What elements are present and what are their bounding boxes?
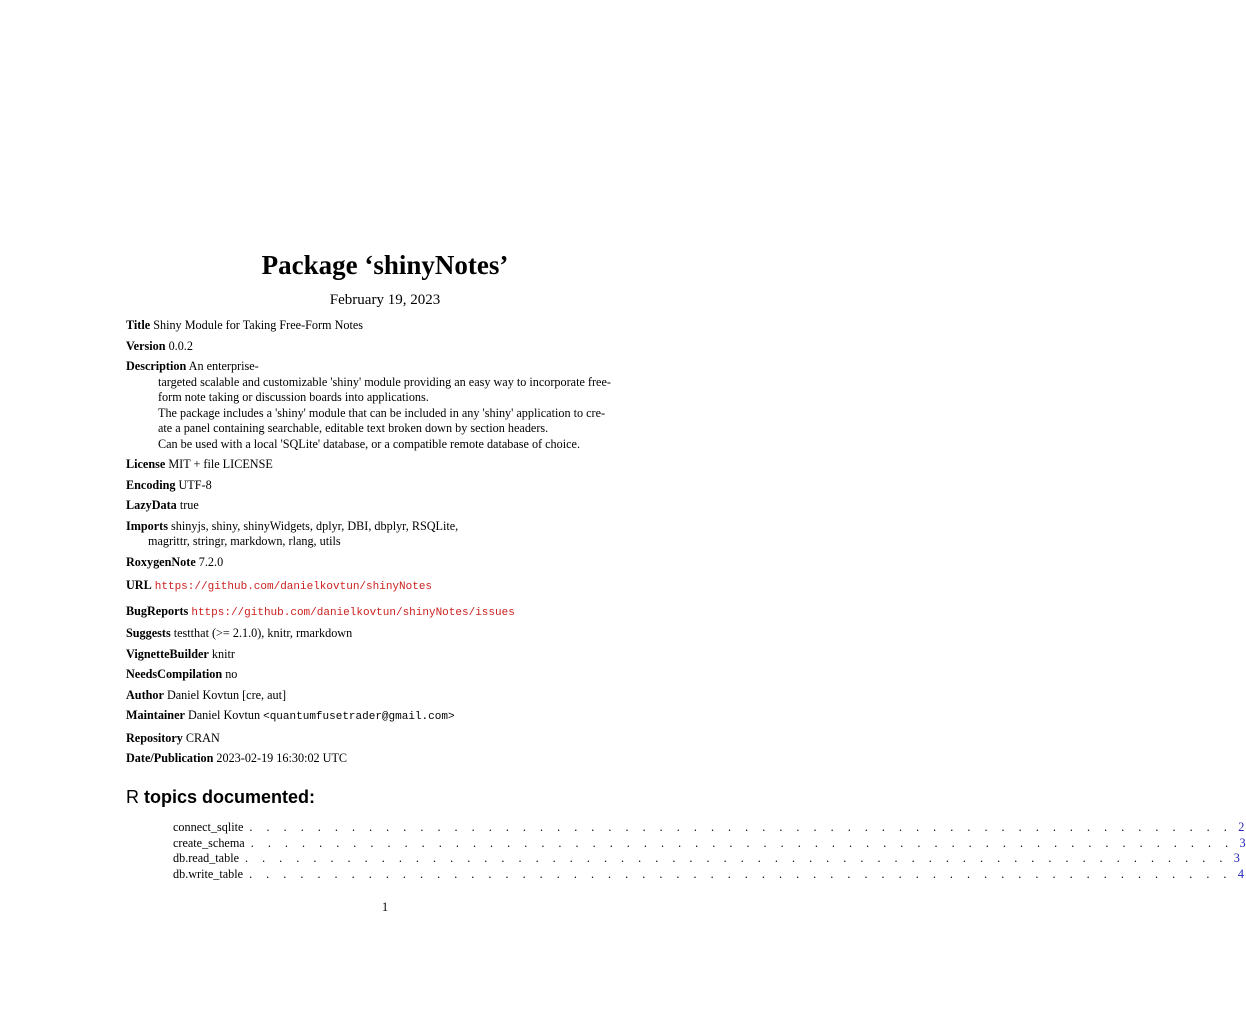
toc-leader-dots: . . . . . . . . . . . . . . . . . . . . . . . . . . . . . . . . . . . . . . . . . . . . . . . . . . . . . . . . . . xyxy=(244,851,1228,866)
field-key: Version xyxy=(126,338,166,353)
field-key: NeedsCompilation xyxy=(126,667,223,681)
field-value: 2023-02-19 16:30:02 UTC xyxy=(216,751,348,765)
field-title xyxy=(126,318,631,334)
field-key: License xyxy=(126,457,166,471)
maintainer-email: <quantumfusetrader@gmail.com> xyxy=(263,711,455,723)
field-maintainer xyxy=(126,708,631,726)
field-value: true xyxy=(179,498,199,512)
package-date: February 19, 2023 xyxy=(329,292,441,308)
field-roxygennote xyxy=(126,555,631,571)
field-lazydata xyxy=(126,498,631,514)
toc-page-link[interactable]: 2 xyxy=(1238,820,1245,834)
bugreports-link[interactable]: https://github.com/danielkovtun/shinyNotes/issues xyxy=(191,606,515,619)
field-author xyxy=(126,688,631,704)
field-vignettebuilder xyxy=(126,647,631,663)
toc-entry-name[interactable]: connect_sqlite xyxy=(173,820,244,834)
field-description xyxy=(126,359,631,452)
description-line: form note taking or discussion boards into applications. xyxy=(158,390,429,404)
toc-page-link[interactable]: 3 xyxy=(1233,851,1240,866)
description-fields xyxy=(126,318,631,772)
field-key: RoxygenNote xyxy=(126,554,196,569)
field-value: An enterprise- xyxy=(188,359,259,373)
field-repository xyxy=(126,731,631,747)
package-title: Package ‘shinyNotes’ xyxy=(261,250,509,280)
toc-heading xyxy=(126,787,315,808)
field-date-publication xyxy=(126,751,631,767)
toc-page-link[interactable]: 4 xyxy=(1237,867,1244,882)
field-key: VignetteBuilder xyxy=(126,646,209,661)
field-value: 7.2.0 xyxy=(198,554,224,569)
field-version xyxy=(126,339,631,355)
url-link[interactable]: https://github.com/danielkovtun/shinyNotes xyxy=(154,581,433,593)
toc-entry[interactable] xyxy=(173,851,1240,867)
description-line: ate a panel containing searchable, editable text broken down by section headers. xyxy=(158,421,549,435)
field-key: Encoding xyxy=(126,477,176,492)
toc-page-link[interactable]: 3 xyxy=(1239,835,1246,850)
field-license xyxy=(126,457,631,473)
toc-leader-dots: . . . . . . . . . . . . . . . . . . . . . . . . . . . . . . . . . . . . . . . . . . . . . . . . . . . . . . . . . . xyxy=(250,835,1234,850)
toc-entry[interactable] xyxy=(173,835,1246,852)
description-line: Can be used with a local 'SQLite' database, or a compatible remote database of choice. xyxy=(158,436,580,451)
field-value: CRAN xyxy=(185,730,220,745)
maintainer-name: Daniel Kovtun xyxy=(187,708,261,722)
toc-entry[interactable] xyxy=(173,820,1245,836)
field-key: Maintainer xyxy=(126,708,185,722)
table-of-contents xyxy=(173,820,1246,883)
description-line: targeted scalable and customizable 'shiny' module providing an easy way to incorporate free- xyxy=(158,374,611,389)
description-line: The package includes a 'shiny' module that can be included in any 'shiny' application to cre- xyxy=(158,405,606,420)
field-key: Date/Publication xyxy=(126,751,214,765)
field-key: URL xyxy=(126,578,152,592)
field-suggests xyxy=(126,626,631,642)
field-value: shinyjs, shiny, shinyWidgets, dplyr, DBI, dbplyr, RSQLite, xyxy=(171,518,459,533)
field-needscompilation xyxy=(126,667,631,683)
field-value: UTF-8 xyxy=(178,477,212,492)
toc-leader-dots: . . . . . . . . . . . . . . . . . . . . . . . . . . . . . . . . . . . . . . . . . . . . . . . . . . . . . . . . . . xyxy=(249,867,1232,882)
field-value: Daniel Kovtun [cre, aut] xyxy=(166,687,287,702)
field-value: Shiny Module for Taking Free-Form Notes xyxy=(153,318,364,332)
toc-entry-name[interactable]: create_schema xyxy=(173,835,245,850)
field-key: Suggests xyxy=(126,626,171,640)
field-key: LazyData xyxy=(126,498,177,512)
toc-entry-name[interactable]: db.read_table xyxy=(173,851,239,866)
field-imports xyxy=(126,519,631,550)
toc-entry-name[interactable]: db.write_table xyxy=(173,867,244,882)
field-key: BugReports xyxy=(126,603,189,618)
field-key: Author xyxy=(126,687,164,702)
field-url xyxy=(126,578,631,596)
imports-continuation: magrittr, stringr, markdown, rlang, utils xyxy=(148,534,341,548)
field-key: Repository xyxy=(126,730,183,745)
field-key: Title xyxy=(126,318,151,332)
field-encoding xyxy=(126,478,631,494)
field-bugreports xyxy=(126,604,631,622)
field-value: MIT + file LICENSE xyxy=(168,457,273,471)
field-key: Imports xyxy=(126,518,168,533)
field-value: knitr xyxy=(211,646,235,661)
toc-entry[interactable] xyxy=(173,867,1244,883)
field-value: testthat (>= 2.1.0), knitr, rmarkdown xyxy=(173,626,353,640)
toc-heading-text: topics documented: xyxy=(139,787,316,807)
field-value: no xyxy=(225,667,238,681)
toc-leader-dots: . . . . . . . . . . . . . . . . . . . . . . . . . . . . . . . . . . . . . . . . . . . . . . . . . . . . . . . . . . xyxy=(249,820,1233,834)
field-value: 0.0.2 xyxy=(168,338,193,353)
field-key: Description xyxy=(126,359,187,373)
toc-heading-r: R xyxy=(126,787,139,807)
page-number: 1 xyxy=(381,900,389,914)
